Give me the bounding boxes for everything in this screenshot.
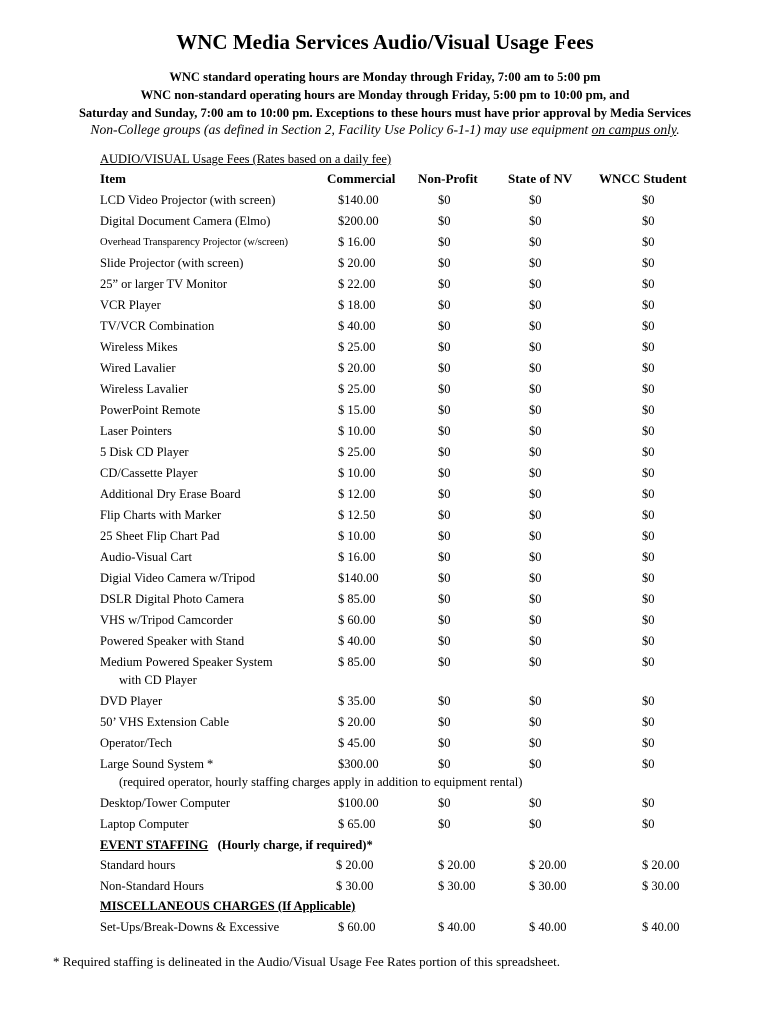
commercial-fee: $100.00 xyxy=(338,796,379,810)
commercial-fee: $200.00 xyxy=(338,214,379,228)
table-row xyxy=(0,736,770,756)
misc-heading: MISCELLANEOUS CHARGES (If Applicable) xyxy=(100,899,356,913)
nonprofit-fee: $0 xyxy=(438,613,451,627)
nonprofit-fee: $0 xyxy=(438,736,451,750)
state-fee: $0 xyxy=(529,550,542,564)
commercial-fee: $ 20.00 xyxy=(338,715,376,729)
table-row xyxy=(0,858,770,878)
nonprofit-fee: $0 xyxy=(438,796,451,810)
commercial-fee: $ 25.00 xyxy=(338,445,376,459)
commercial-fee: $ 20.00 xyxy=(338,361,376,375)
table-row xyxy=(0,403,770,423)
item-name: 25 Sheet Flip Chart Pad xyxy=(100,529,220,543)
nonprofit-fee: $0 xyxy=(438,757,451,771)
table-row xyxy=(0,277,770,297)
table-row xyxy=(0,445,770,465)
item-name: TV/VCR Combination xyxy=(100,319,215,333)
table-row xyxy=(0,319,770,339)
commercial-fee: $ 40.00 xyxy=(338,319,376,333)
commercial-fee: $ 18.00 xyxy=(338,298,376,312)
commercial-fee: $ 40.00 xyxy=(338,634,376,648)
commercial-fee: $ 22.00 xyxy=(338,277,376,291)
state-fee: $0 xyxy=(529,592,542,606)
table-row xyxy=(0,592,770,612)
commercial-fee: $ 12.00 xyxy=(338,487,376,501)
student-fee: $0 xyxy=(642,571,655,585)
table-row xyxy=(0,796,770,816)
item-name: Powered Speaker with Stand xyxy=(100,634,245,648)
commercial-fee: $ 30.00 xyxy=(336,879,374,893)
item-name: Standard hours xyxy=(100,858,176,872)
nonprofit-fee: $0 xyxy=(438,817,451,831)
footnote: * Required staffing is delineated in the Audio/Visual Usage Fee Rates portion of this spreadsheet. xyxy=(53,954,560,969)
nonprofit-fee: $ 40.00 xyxy=(438,920,476,934)
commercial-fee: $ 15.00 xyxy=(338,403,376,417)
student-fee: $ 40.00 xyxy=(642,920,680,934)
item-name: Operator/Tech xyxy=(100,736,173,750)
nonprofit-fee: $0 xyxy=(438,256,451,270)
item-name: Laser Pointers xyxy=(100,424,172,438)
nonprofit-fee: $0 xyxy=(438,529,451,543)
commercial-fee: $ 16.00 xyxy=(338,235,376,249)
state-fee: $0 xyxy=(529,382,542,396)
av-section-heading: AUDIO/VISUAL Usage Fees (Rates based on a daily fee) xyxy=(100,152,392,166)
commercial-fee: $ 60.00 xyxy=(338,920,376,934)
header-commercial: Commercial xyxy=(327,171,396,186)
nonprofit-fee: $0 xyxy=(438,592,451,606)
student-fee: $0 xyxy=(642,382,655,396)
state-fee: $0 xyxy=(529,757,542,771)
item-name: Desktop/Tower Computer xyxy=(100,796,231,810)
item-name: Medium Powered Speaker System xyxy=(100,655,273,669)
table-row xyxy=(0,508,770,528)
item-name: Slide Projector (with screen) xyxy=(100,256,244,270)
nonprofit-fee: $0 xyxy=(438,235,451,249)
student-fee: $0 xyxy=(642,508,655,522)
table-row xyxy=(0,613,770,633)
state-fee: $0 xyxy=(529,508,542,522)
item-name: Wired Lavalier xyxy=(100,361,176,375)
weekend-hours-line: Saturday and Sunday, 7:00 am to 10:00 pm. Exceptions to these hours must have prior approval by Media Services xyxy=(78,106,692,120)
commercial-fee: $ 35.00 xyxy=(338,694,376,708)
nonprofit-fee: $0 xyxy=(438,655,451,669)
commercial-fee: $ 25.00 xyxy=(338,340,376,354)
table-row xyxy=(0,424,770,444)
nonprofit-fee: $0 xyxy=(438,445,451,459)
student-fee: $0 xyxy=(642,550,655,564)
commercial-fee: $ 45.00 xyxy=(338,736,376,750)
item-name: LCD Video Projector (with screen) xyxy=(100,193,276,207)
student-fee: $0 xyxy=(642,613,655,627)
commercial-fee: $140.00 xyxy=(338,571,379,585)
nonprofit-fee: $0 xyxy=(438,694,451,708)
state-fee: $0 xyxy=(529,655,542,669)
nonprofit-fee: $ 20.00 xyxy=(438,858,476,872)
non-college-text: Non-College groups (as defined in Section 2, Facility Use Policy 6-1-1) may use equipment xyxy=(90,122,589,137)
table-row xyxy=(0,361,770,381)
state-fee: $ 40.00 xyxy=(529,920,567,934)
nonprofit-fee: $0 xyxy=(438,487,451,501)
commercial-fee: $ 10.00 xyxy=(338,529,376,543)
state-fee: $0 xyxy=(529,256,542,270)
table-row xyxy=(0,214,770,234)
state-fee: $0 xyxy=(529,715,542,729)
item-name: Digital Document Camera (Elmo) xyxy=(100,214,271,228)
non-college-note xyxy=(0,122,770,138)
item-name: Wireless Mikes xyxy=(100,340,178,354)
state-fee: $0 xyxy=(529,487,542,501)
table-row xyxy=(0,466,770,486)
table-row xyxy=(0,382,770,402)
nonprofit-fee: $0 xyxy=(438,424,451,438)
student-fee: $0 xyxy=(642,487,655,501)
item-name: Set-Ups/Break-Downs & Excessive xyxy=(100,920,280,934)
state-fee: $0 xyxy=(529,193,542,207)
standard-hours-line: WNC standard operating hours are Monday through Friday, 7:00 am to 5:00 pm xyxy=(169,70,601,84)
commercial-fee: $ 85.00 xyxy=(338,655,376,669)
item-name: DSLR Digital Photo Camera xyxy=(100,592,245,606)
table-row xyxy=(0,571,770,591)
commercial-fee: $ 20.00 xyxy=(336,858,374,872)
table-row xyxy=(0,487,770,507)
student-fee: $0 xyxy=(642,466,655,480)
non-college-period: . xyxy=(676,122,680,137)
item-name: Large Sound System * xyxy=(100,757,214,771)
commercial-fee: $ 25.00 xyxy=(338,382,376,396)
state-fee: $0 xyxy=(529,298,542,312)
item-name: Audio-Visual Cart xyxy=(100,550,192,564)
commercial-fee: $300.00 xyxy=(338,757,379,771)
state-fee: $0 xyxy=(529,736,542,750)
table-row xyxy=(0,757,770,777)
student-fee: $0 xyxy=(642,694,655,708)
nonprofit-fee: $0 xyxy=(438,319,451,333)
item-name: Overhead Transparency Projector (w/screen) xyxy=(100,237,289,248)
table-row xyxy=(0,340,770,360)
nonprofit-fee: $0 xyxy=(438,403,451,417)
item-name: 50’ VHS Extension Cable xyxy=(100,715,230,729)
table-row xyxy=(0,235,770,255)
state-fee: $0 xyxy=(529,817,542,831)
student-fee: $0 xyxy=(642,235,655,249)
student-fee: $0 xyxy=(642,214,655,228)
item-name: 5 Disk CD Player xyxy=(100,445,189,459)
nonprofit-fee: $0 xyxy=(438,361,451,375)
item-name: Wireless Lavalier xyxy=(100,382,188,396)
state-fee: $0 xyxy=(529,445,542,459)
nonprofit-fee: $0 xyxy=(438,214,451,228)
item-name: CD/Cassette Player xyxy=(100,466,198,480)
commercial-fee: $ 12.50 xyxy=(338,508,376,522)
nonprofit-fee: $0 xyxy=(438,382,451,396)
nonprofit-fee: $0 xyxy=(438,550,451,564)
nonprofit-fee: $0 xyxy=(438,715,451,729)
student-fee: $0 xyxy=(642,445,655,459)
nonprofit-fee: $0 xyxy=(438,466,451,480)
nonprofit-fee: $0 xyxy=(438,277,451,291)
student-fee: $0 xyxy=(642,736,655,750)
state-fee: $0 xyxy=(529,319,542,333)
commercial-fee: $ 10.00 xyxy=(338,466,376,480)
non-college-emphasis: on campus only xyxy=(591,122,677,137)
state-fee: $0 xyxy=(529,424,542,438)
nonprofit-fee: $0 xyxy=(438,508,451,522)
item-name: DVD Player xyxy=(100,694,163,708)
student-fee: $0 xyxy=(642,655,655,669)
nonprofit-fee: $0 xyxy=(438,298,451,312)
nonprofit-fee: $ 30.00 xyxy=(438,879,476,893)
event-staffing-heading xyxy=(100,838,373,853)
table-row xyxy=(0,550,770,570)
nonprofit-fee: $0 xyxy=(438,634,451,648)
header-item: Item xyxy=(100,171,126,186)
item-name: Digial Video Camera w/Tripod xyxy=(100,571,256,585)
student-fee: $0 xyxy=(642,796,655,810)
student-fee: $0 xyxy=(642,193,655,207)
student-fee: $0 xyxy=(642,529,655,543)
header-nonprofit: Non-Profit xyxy=(418,171,478,186)
item-name: VHS w/Tripod Camcorder xyxy=(100,613,233,627)
state-fee: $ 20.00 xyxy=(529,858,567,872)
commercial-fee: $ 16.00 xyxy=(338,550,376,564)
table-row xyxy=(0,694,770,714)
header-state: State of NV xyxy=(508,171,573,186)
table-row xyxy=(0,256,770,276)
student-fee: $ 20.00 xyxy=(642,858,680,872)
student-fee: $0 xyxy=(642,277,655,291)
student-fee: $0 xyxy=(642,340,655,354)
table-row xyxy=(0,715,770,735)
event-staffing-title: EVENT STAFFING xyxy=(100,838,209,852)
page-title: WNC Media Services Audio/Visual Usage Fees xyxy=(176,30,594,54)
nonprofit-fee: $0 xyxy=(438,193,451,207)
state-fee: $0 xyxy=(529,466,542,480)
student-fee: $ 30.00 xyxy=(642,879,680,893)
nonprofit-fee: $0 xyxy=(438,571,451,585)
table-row xyxy=(0,298,770,318)
state-fee: $0 xyxy=(529,235,542,249)
state-fee: $ 30.00 xyxy=(529,879,567,893)
item-name: PowerPoint Remote xyxy=(100,403,201,417)
state-fee: $0 xyxy=(529,214,542,228)
table-row xyxy=(0,193,770,213)
student-fee: $0 xyxy=(642,403,655,417)
commercial-fee: $140.00 xyxy=(338,193,379,207)
header-student: WNCC Student xyxy=(599,171,687,186)
item-name: Laptop Computer xyxy=(100,817,189,831)
state-fee: $0 xyxy=(529,571,542,585)
nonstandard-hours-line: WNC non-standard operating hours are Monday through Friday, 5:00 pm to 10:00 pm, and xyxy=(140,88,630,102)
table-row xyxy=(0,920,770,940)
state-fee: $0 xyxy=(529,361,542,375)
commercial-fee: $ 20.00 xyxy=(338,256,376,270)
item-name: Flip Charts with Marker xyxy=(100,508,222,522)
state-fee: $0 xyxy=(529,340,542,354)
state-fee: $0 xyxy=(529,634,542,648)
student-fee: $0 xyxy=(642,592,655,606)
student-fee: $0 xyxy=(642,256,655,270)
commercial-fee: $ 10.00 xyxy=(338,424,376,438)
student-fee: $0 xyxy=(642,715,655,729)
commercial-fee: $ 85.00 xyxy=(338,592,376,606)
student-fee: $0 xyxy=(642,319,655,333)
item-name: VCR Player xyxy=(100,298,161,312)
commercial-fee: $ 60.00 xyxy=(338,613,376,627)
nonprofit-fee: $0 xyxy=(438,340,451,354)
item-name: Additional Dry Erase Board xyxy=(100,487,241,501)
student-fee: $0 xyxy=(642,757,655,771)
student-fee: $0 xyxy=(642,424,655,438)
table-row xyxy=(0,634,770,654)
state-fee: $0 xyxy=(529,403,542,417)
table-row xyxy=(0,879,770,899)
sound-system-note: (required operator, hourly staffing charges apply in addition to equipment rental) xyxy=(119,775,523,789)
state-fee: $0 xyxy=(529,694,542,708)
speaker-subtitle: with CD Player xyxy=(119,673,197,687)
state-fee: $0 xyxy=(529,796,542,810)
student-fee: $0 xyxy=(642,298,655,312)
table-row xyxy=(0,817,770,837)
state-fee: $0 xyxy=(529,277,542,291)
state-fee: $0 xyxy=(529,529,542,543)
state-fee: $0 xyxy=(529,613,542,627)
event-staffing-note: (Hourly charge, if required)* xyxy=(217,838,373,852)
item-name: Non-Standard Hours xyxy=(100,879,204,893)
student-fee: $0 xyxy=(642,634,655,648)
table-row xyxy=(0,529,770,549)
student-fee: $0 xyxy=(642,361,655,375)
table-row xyxy=(0,655,770,675)
item-name: 25” or larger TV Monitor xyxy=(100,277,228,291)
student-fee: $0 xyxy=(642,817,655,831)
commercial-fee: $ 65.00 xyxy=(338,817,376,831)
